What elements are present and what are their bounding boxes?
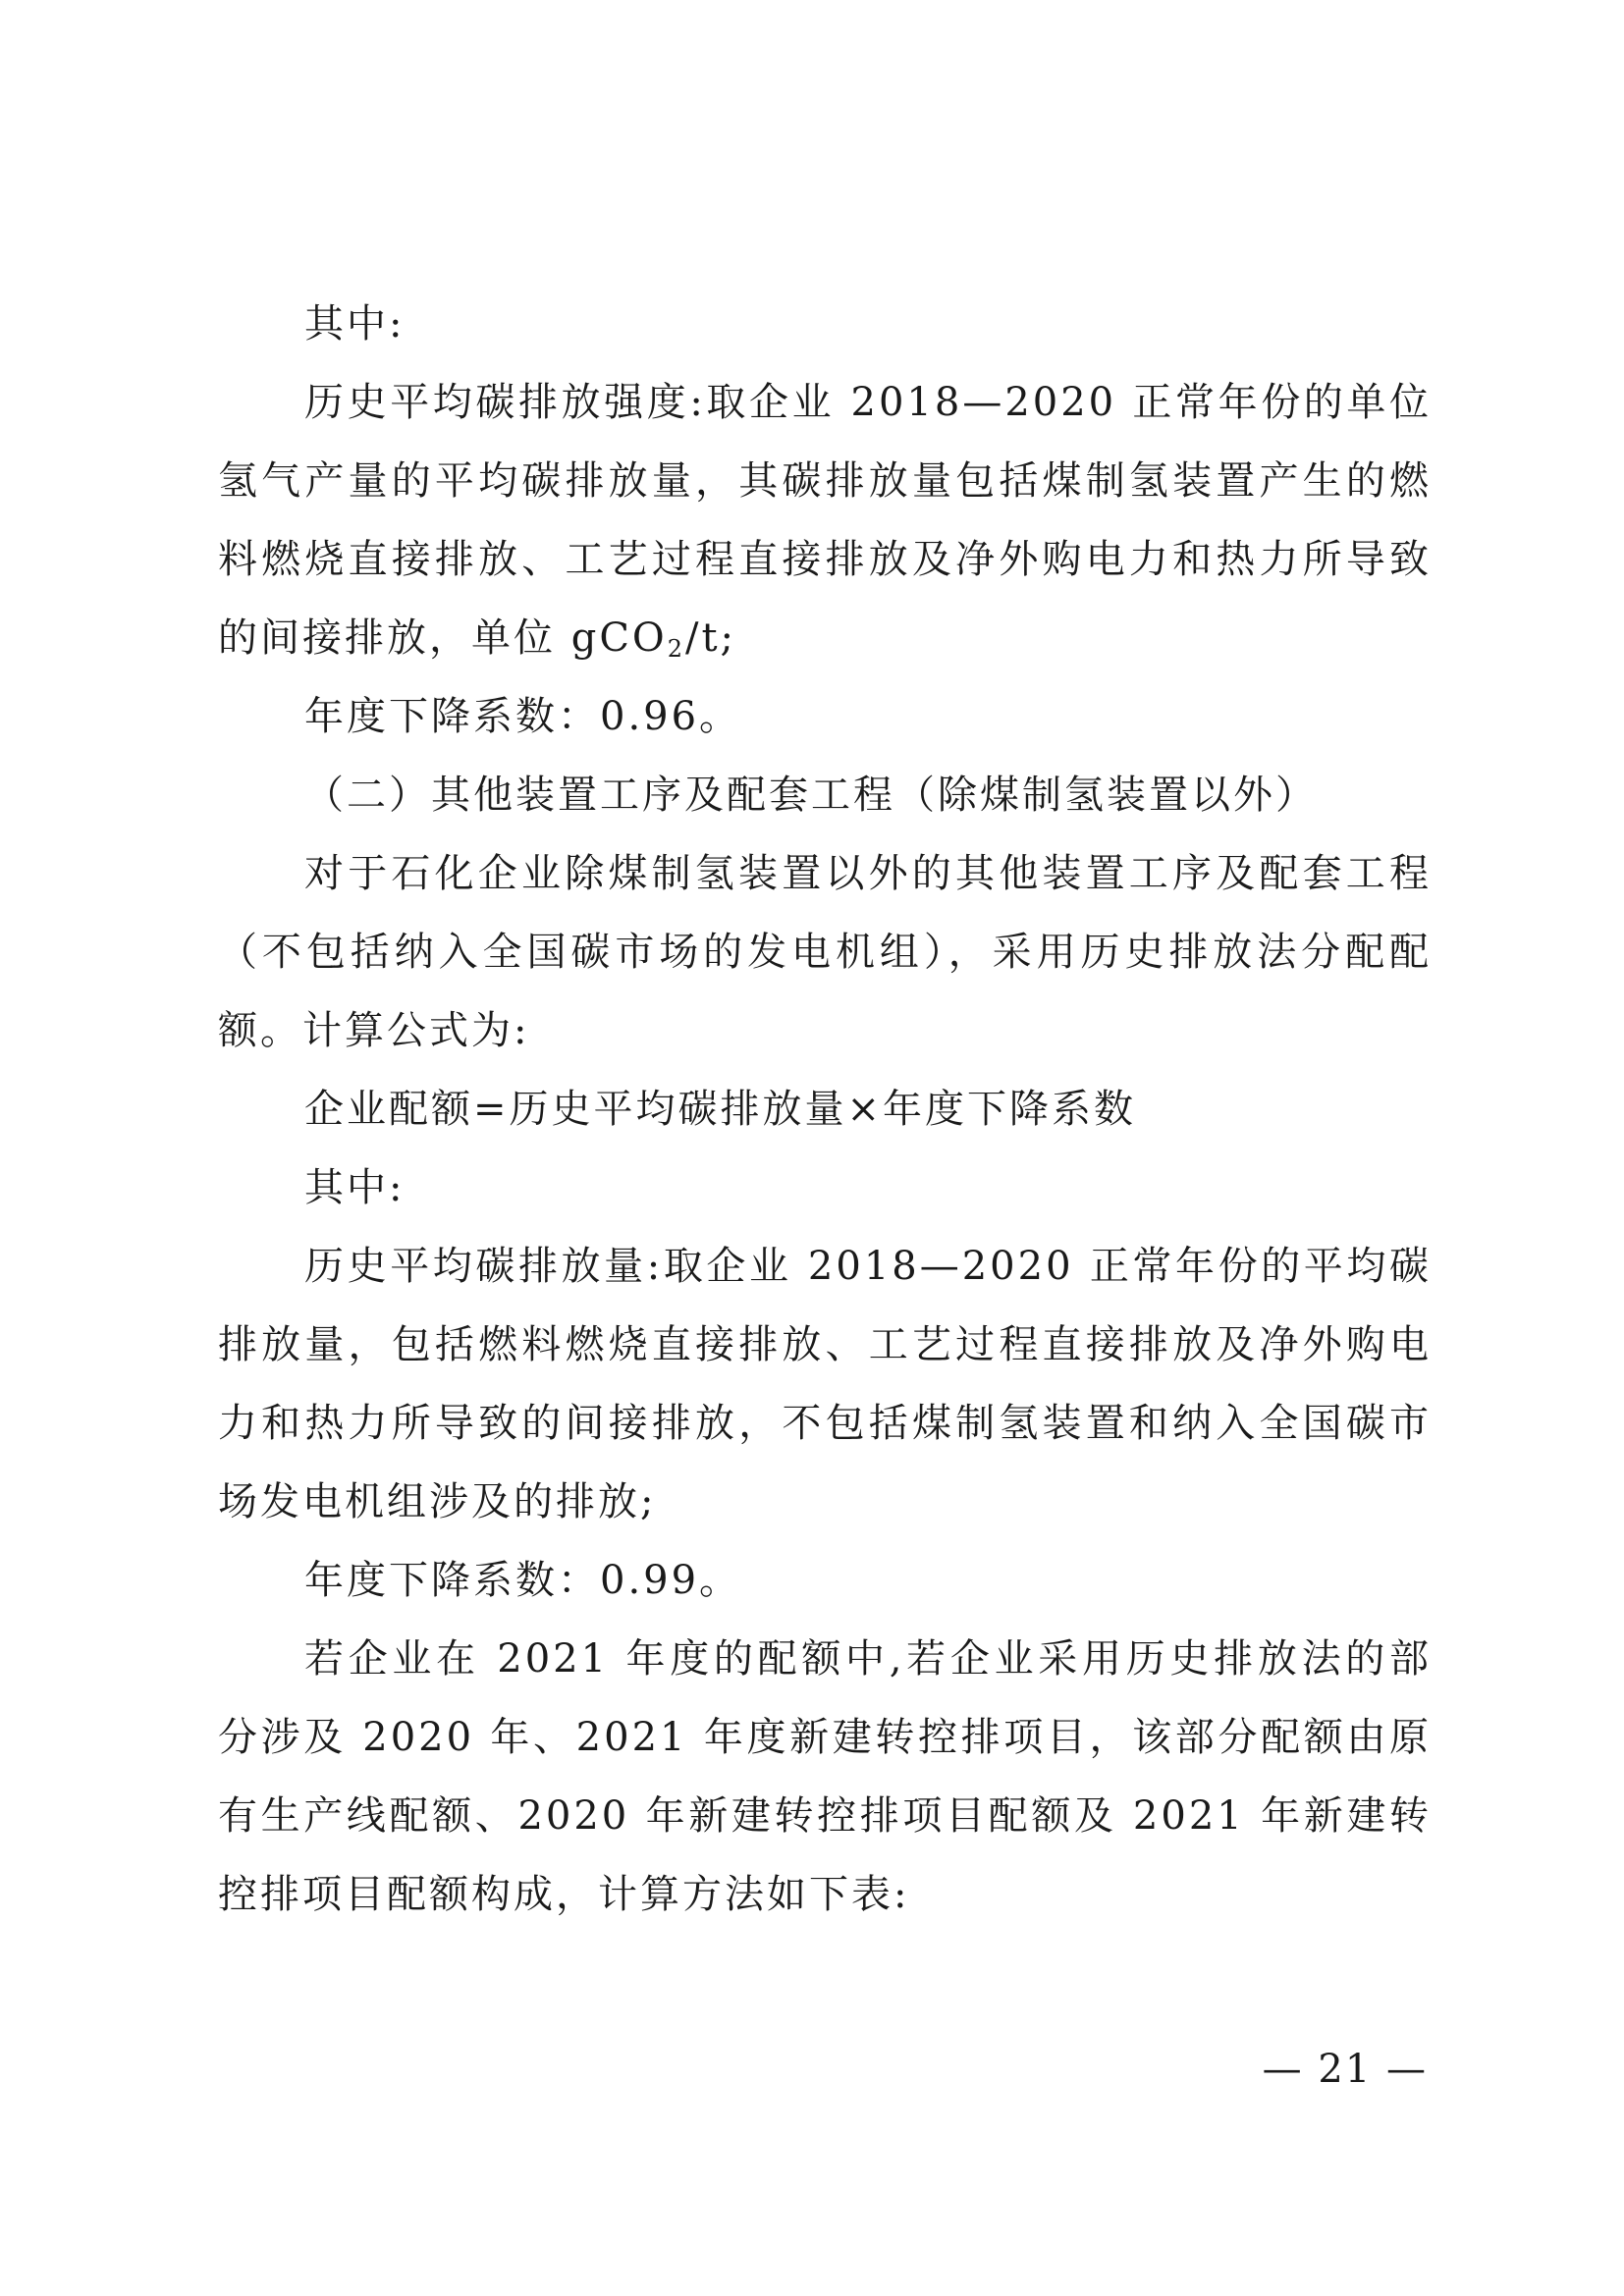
paragraph-decline-factor-2: 年度下降系数：0.99。: [304, 1558, 742, 1603]
page-number: — 21 —: [1262, 2047, 1428, 2092]
paragraph-intro-1: 其中:: [304, 301, 406, 347]
paragraph-historical-intensity: [218, 363, 1432, 677]
paragraph-formula: 企业配额=历史平均碳排放量×年度下降系数: [304, 1087, 1137, 1132]
co2-subscript: 2: [667, 635, 685, 663]
paragraph-other-units: 对于石化企业除煤制氢装置以外的其他装置工序及配套工程（不包括纳入全国碳市场的发电机组），采用历史排放法分配配额。计算公式为:: [218, 851, 1432, 1053]
paragraph-historical-intensity-text: 历史平均碳排放强度:取企业 2018—2020 正常年份的单位氢气产量的平均碳排放量，其碳排放量包括煤制氢装置产生的燃料燃烧直接排放、工艺过程直接排放及净外购电力和热力所导致的间接排放，单位 gCO: [218, 380, 1432, 661]
paragraph-new-projects: 若企业在 2021 年度的配额中,若企业采用历史排放法的部分涉及 2020 年、2021 年度新建转控排项目，该部分配额由原有生产线配额、2020 年新建转控排项目配额及 2021 年新建转控排项目配额构成，计算方法如下表:: [218, 1636, 1432, 1917]
paragraph-intro-2: 其中:: [304, 1165, 406, 1210]
paragraph-historical-emissions: 历史平均碳排放量:取企业 2018—2020 正常年份的平均碳排放量，包括燃料燃烧直接排放、工艺过程直接排放及净外购电力和热力所导致的间接排放，不包括煤制氢装置和纳入全国碳市场发电机组涉及的排放;: [218, 1244, 1432, 1524]
paragraph-decline-factor-1: 年度下降系数：0.96。: [304, 694, 742, 739]
section-heading: （二）其他装置工序及配套工程（除煤制氢装置以外）: [304, 773, 1318, 818]
body-text: [218, 285, 1432, 1934]
paragraph-historical-intensity-tail: /t;: [685, 615, 737, 661]
